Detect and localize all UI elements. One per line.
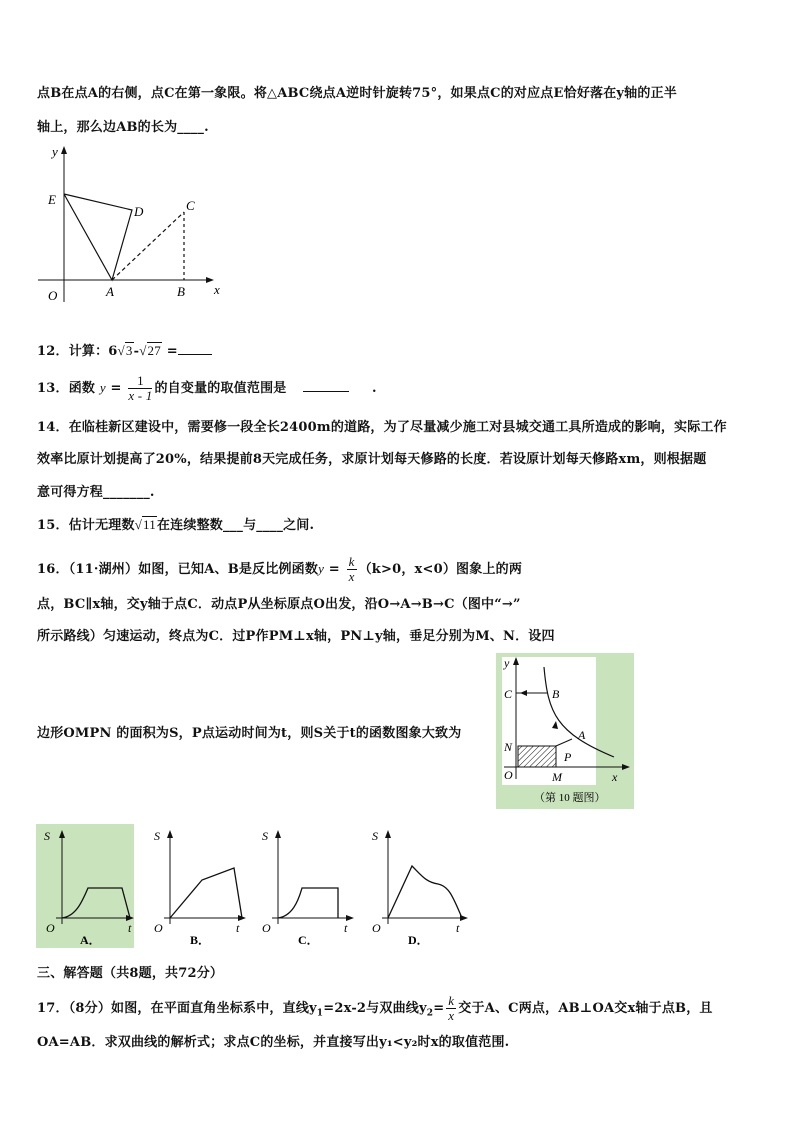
q17-eq: = bbox=[433, 1001, 445, 1016]
q13-prefix: 13．函数 bbox=[37, 381, 100, 396]
option-a-graph[interactable] bbox=[36, 824, 136, 948]
q17-line1 bbox=[37, 994, 713, 1023]
fig16-N: N bbox=[504, 740, 513, 754]
option-d-graph[interactable] bbox=[366, 824, 470, 948]
q16-num: k bbox=[348, 554, 355, 569]
q15-rest: 在连续整数___与____之间. bbox=[156, 518, 315, 533]
q16-y: y bbox=[318, 561, 325, 576]
label-O: O bbox=[48, 288, 58, 303]
opt-c-t: t bbox=[344, 921, 348, 935]
q13-line bbox=[37, 374, 377, 403]
q12-blank bbox=[178, 354, 212, 355]
opt-b-S: S bbox=[154, 829, 160, 843]
q12-eq: = bbox=[166, 344, 178, 359]
fig16-caption: （第 10 题图） bbox=[534, 792, 606, 804]
q17-den: x bbox=[448, 1008, 455, 1023]
q17-fraction bbox=[446, 994, 456, 1023]
opt-d-label: D． bbox=[408, 933, 429, 947]
q12-minus: - bbox=[133, 344, 140, 359]
option-c-graph[interactable] bbox=[256, 824, 356, 948]
q16-line1: 16．（11·湖州）如图，已知A、B是反比例函数y = $\frac{k}{x}$ （k>0，x<0）图象上的两 bbox=[37, 554, 523, 584]
q16-line2: 点，BC∥x轴，交y轴于点C．动点P从坐标原点O出发，沿O→A→B→C（图中“→” bbox=[37, 597, 521, 612]
q17-prefix: 17．（8分）如图，在平面直角坐标系中，直线y bbox=[37, 1001, 317, 1016]
opt-b-O: O bbox=[154, 921, 163, 935]
label-B: B bbox=[177, 284, 185, 299]
q15-line bbox=[37, 514, 314, 533]
opt-d-S: S bbox=[372, 829, 378, 843]
q17-num: k bbox=[448, 993, 455, 1008]
q13-end: . bbox=[371, 381, 377, 396]
fig16-x: x bbox=[612, 770, 618, 784]
q14-line2: 效率比原计划提高了20%，结果提前8天完成任务，求原计划每天修路的长度．若设原计划每天修路xm，则根据题 bbox=[37, 452, 707, 467]
opt-a-label: A． bbox=[80, 933, 101, 947]
label-y: y bbox=[52, 144, 58, 159]
opt-a-S: S bbox=[44, 829, 50, 843]
q12-sqrt1: √3 bbox=[117, 343, 133, 358]
fig16-B: B bbox=[552, 687, 560, 701]
q13-den: x - 1 bbox=[128, 388, 153, 403]
q16-suffix: （k>0，x<0）图象上的两 bbox=[358, 562, 523, 577]
q12-prefix: 12．计算： bbox=[37, 344, 109, 359]
q17-mid: =2x-2与双曲线y bbox=[323, 1001, 427, 1016]
opt-a-O: O bbox=[46, 921, 55, 935]
label-x: x bbox=[214, 282, 220, 297]
q13-y: y bbox=[99, 380, 106, 395]
label-E: E bbox=[48, 192, 56, 207]
q17-sub2: 2 bbox=[426, 1008, 434, 1019]
q16-den: x bbox=[348, 569, 355, 584]
fig16-y: y bbox=[504, 656, 510, 670]
opt-d-O: O bbox=[372, 921, 381, 935]
opt-d-t: t bbox=[456, 921, 460, 935]
q17-line2: OA=AB．求双曲线的解析式；求点C的坐标，并直接写出y₁<y₂时x的取值范围. bbox=[37, 1035, 510, 1050]
q15-prefix: 15．估计无理数 bbox=[37, 518, 135, 533]
opt-a-t: t bbox=[128, 921, 132, 935]
q17-suffix: 交于A、C两点，AB⊥OA交x轴于点B，且 bbox=[458, 1001, 713, 1016]
q14-line3: 意可得方程_______. bbox=[37, 485, 155, 500]
q12-rad2: 27 bbox=[147, 343, 161, 358]
q16-prefix: 16．（11·湖州）如图，已知A、B是反比例函数 bbox=[37, 562, 319, 577]
q13-fraction bbox=[128, 374, 152, 403]
label-C: C bbox=[186, 198, 195, 213]
opt-b-label: B． bbox=[190, 933, 211, 947]
q13-suffix: 的自变量的取值范围是 bbox=[154, 381, 287, 396]
q14-line1: 14．在临桂新区建设中，需要修一段全长2400m的道路，为了尽量减少施工对县城交通工具所造成的影响，实际工作 bbox=[37, 420, 727, 435]
opt-c-S: S bbox=[262, 829, 268, 843]
q11-line1: 点B在点A的右侧，点C在第一象限。将△ABC绕点A逆时针旋转75°，如果点C的对应点E恰好落在y轴的正半 bbox=[37, 86, 677, 101]
fig16-A: A bbox=[578, 728, 586, 742]
q12-sqrt2: √27 bbox=[139, 343, 161, 358]
q13-eq: = bbox=[105, 381, 127, 396]
q15-rad: 11 bbox=[143, 517, 156, 532]
q13-num: 1 bbox=[128, 374, 152, 389]
q12-rad1: 3 bbox=[125, 343, 133, 358]
opt-c-label: C． bbox=[298, 933, 319, 947]
option-b-graph[interactable] bbox=[148, 824, 248, 948]
opt-b-t: t bbox=[236, 921, 240, 935]
q13-blank bbox=[303, 391, 349, 392]
q16-fraction bbox=[347, 555, 357, 584]
q16-line4: 边形OMPN 的面积为S，P点运动时间为t，则S关于t的函数图象大致为 bbox=[37, 726, 462, 741]
section3-title: 三、解答题（共8题，共72分） bbox=[37, 966, 224, 981]
fig16-O: O bbox=[504, 768, 513, 782]
q16-line3: 所示路线）匀速运动，终点为C．过P作PM⊥x轴，PN⊥y轴，垂足分别为M、N．设四 bbox=[37, 629, 555, 644]
fig16-M: M bbox=[552, 770, 562, 784]
q17-sub1: 1 bbox=[316, 1008, 324, 1019]
fig16-P: P bbox=[564, 750, 572, 764]
q11-line2: 轴上，那么边AB的长为____. bbox=[37, 120, 209, 135]
opt-c-O: O bbox=[262, 921, 271, 935]
q12-coef: 6 bbox=[108, 344, 118, 359]
label-A: A bbox=[106, 284, 114, 299]
q12-line bbox=[37, 340, 212, 359]
q15-sqrt: √11 bbox=[134, 517, 156, 532]
q11-figure bbox=[36, 142, 236, 307]
fig16-C: C bbox=[504, 687, 513, 701]
q16-figure bbox=[496, 653, 634, 809]
label-D: D bbox=[134, 204, 144, 219]
